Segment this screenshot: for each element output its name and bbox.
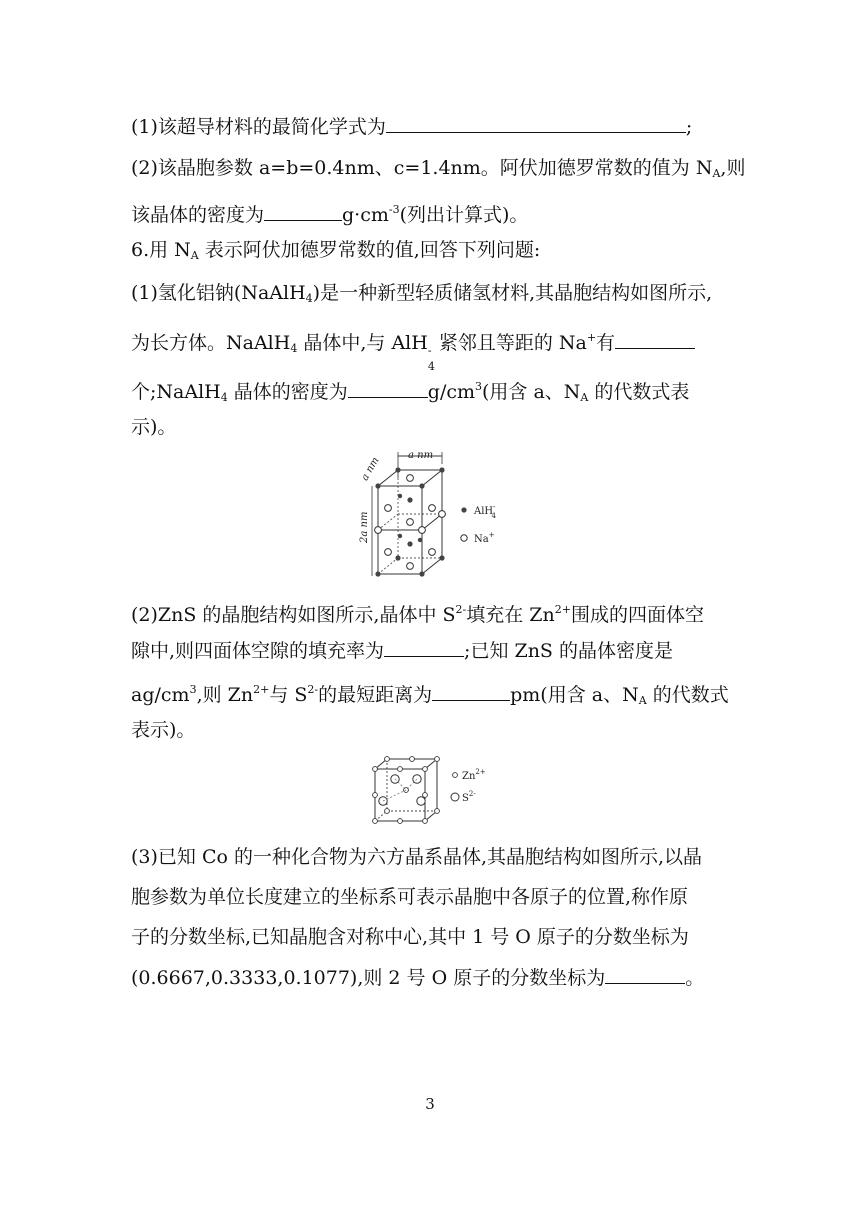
- question-2-line-a: (2)该晶胞参数 a=b=0.4nm、c=1.4nm。阿伏加德罗常数的值为 $N_A$,则: [131, 157, 746, 180]
- height-dimension-label: 2a nm: [359, 511, 370, 543]
- question-6-2-line-b: 隙中,则四面体空隙的填充率为 ;已知 ZnS 的晶体密度是: [131, 640, 673, 662]
- answer-blank: [384, 638, 464, 657]
- question-6-1-line-b: 为长方体。NaAlH$_4$ 晶体中,与 AlH - 4 紧邻且等距的 Na+有: [131, 326, 695, 361]
- question-6-2-line-a: (2)ZnS 的晶胞结构如图所示,晶体中 $S^{2-}$填充在 $Zn^{2+}$围成的四面体空: [131, 603, 704, 626]
- top-dimension-label: a nm: [408, 450, 434, 461]
- question-6-3-line-c: 子的分数坐标,已知晶胞含对称中心,其中 1 号 O 原子的分数坐标为: [131, 926, 689, 948]
- alh4-legend-marker: [461, 507, 466, 512]
- question-6-1-line-d: 示)。: [131, 416, 177, 438]
- answer-blank: [348, 379, 428, 398]
- na-legend-marker: [461, 535, 467, 541]
- s-legend-label: $S^{2-}$: [462, 790, 476, 804]
- page-number: 3: [425, 1095, 435, 1113]
- answer-blank: [386, 114, 686, 133]
- zn-legend-marker: [453, 773, 458, 778]
- answer-blank: [432, 682, 510, 701]
- question-6-3-line-b: 胞参数为单位长度建立的坐标系可表示晶胞中各原子的位置,称作原: [131, 886, 689, 908]
- s-legend-marker: [451, 793, 459, 801]
- answer-blank: [264, 202, 342, 221]
- naalh4-unit-cell-figure: [350, 448, 510, 583]
- question-6-2-line-d: 表示)。: [131, 719, 196, 741]
- question-text: (1)该超导材料的最简化学式为: [131, 116, 386, 138]
- zn-legend-label: $Zn^{2+}$: [462, 768, 486, 782]
- question-6-heading: 6.用 $N_A$ 表示阿伏加德罗常数的值,回答下列问题:: [131, 239, 541, 262]
- answer-blank: [615, 330, 695, 349]
- question-6-1-line-a: (1)氢化铝钠(NaAlH$_4$)是一种新型轻质储氢材料,其晶胞结构如图所示,: [131, 282, 713, 305]
- na-legend-label: Na+: [474, 531, 495, 545]
- depth-dimension-label: a nm: [359, 455, 382, 483]
- zns-unit-cell-figure: [365, 755, 495, 833]
- question-6-3-line-d: (0.6667,0.3333,0.1077),则 2 号 O 原子的分数坐标为 。: [131, 967, 705, 989]
- question-6-1-line-c: 个;NaAlH$_4$ 晶体的密度为 $g/cm^3$(用含 a、$N_A$ 的代数式表: [131, 380, 690, 404]
- question-6-3-line-a: (3)已知 Co 的一种化合物为六方晶系晶体,其晶胞结构如图所示,以晶: [131, 846, 703, 868]
- question-6-2-line-c: $ag/cm^3$,则 $Zn^{2+}$与 $S^{2-}$的最短距离为 pm(用含 a、$N_A$ 的代数式: [131, 683, 729, 707]
- alh4-legend-label: AlH-4: [474, 503, 496, 520]
- answer-blank: [605, 965, 685, 984]
- question-2-line-b: 该晶体的密度为 $g\cdot cm^{-3}$(列出计算式)。: [131, 203, 529, 226]
- question-1-line: (1)该超导材料的最简化学式为 ;: [131, 116, 693, 138]
